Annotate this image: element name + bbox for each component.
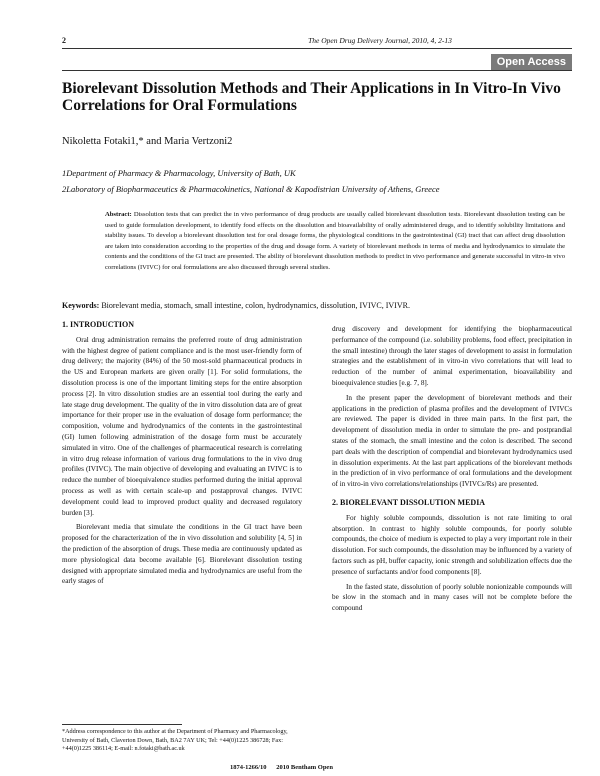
abstract-label: Abstract: — [105, 211, 132, 218]
header-rule — [62, 48, 572, 49]
page-number: 2 — [62, 36, 66, 45]
footnote-rule — [62, 724, 182, 725]
paragraph: In the fasted state, dissolution of poorly soluble nonionizable compounds will be slow in the stomach and in many cases will not be complete before the compound — [332, 582, 572, 613]
paper-title: Biorelevant Dissolution Methods and Their Applications in In Vitro-In Vivo Correlations for Oral Formulations — [62, 80, 561, 114]
section-heading-introduction: 1. INTRODUCTION — [62, 320, 135, 329]
journal-citation: The Open Drug Delivery Journal, 2010, 4, 2-13 — [308, 36, 452, 45]
correspondence-footnote: *Address correspondence to this author at the Department of Pharmacy and Pharmacology, University of Bath, Claverton Down, Bath, BA2 7AY UK; Tel: +44(0)1225 386728; Fax: +44(0)1225 386114; E-mail: n.fotaki@bath.ac.uk — [62, 728, 288, 753]
open-access-badge: Open Access — [491, 54, 572, 70]
title-rule — [62, 70, 572, 71]
affiliation-2: 2Laboratory of Biopharmaceutics & Pharmacokinetics, National & Kapodistrian University of Athens, Greece — [62, 184, 440, 194]
left-column — [62, 320, 302, 587]
footer — [230, 764, 333, 771]
paragraph: In the present paper the development of biorelevant methods and their applications in the prediction of plasma profiles and the development of IVIVCs are reviewed. The paper is divided in three main parts. In the first part, the development of dissolution media in order to simulate the pre- and postprandial states of the stomach, the small intestine and the colon is described. The second part deals with the description of compendial and biorelevant hydrodynamics used in dissolution experiments. At the last part applications of the biorelevant methods in the prediction of in vivo performance of oral formulations and the development of in vitro-in vivo correlations/relationships (IVIVCs/Rs) are presented. — [332, 393, 572, 489]
paragraph: Oral drug administration remains the preferred route of drug administration with the highest degree of patient compliance and is the most user-friendly form of drug delivery; the majority (84%) of the 50 most-sold pharmaceutical products in the US and European markets are given orally [1]. For solid formulations, the dissolution process is one of the important limiting steps for the entire absorption process [2]. In vitro dissolution studies are an essential tool during the early and late stage drug development. The quality of the in vitro dissolution data are of great importance for their proper use in the evaluation of dosage form performance; the composition, volume and hydrodynamics of the contents in the gastrointestinal (GI) lumen following administration of the dosage form must be accurately simulated in vitro. One of the challenges of pharmaceutical research is correlating in vitro drug release information of various drug formulations to the in vivo drug profiles (IVIVC). The main objective of developing and evaluating an IVIVC is to reduce the number of bioequivalence studies performed during the initial approval process as well as with certain scale-up and postapproval changes. IVIVC development could lead to improved product quality and decreased regulatory burden [3]. — [62, 335, 302, 517]
abstract — [105, 210, 565, 274]
publisher: 2010 Bentham Open — [276, 764, 333, 771]
section-heading-media: 2. BIORELEVANT DISSOLUTION MEDIA — [332, 497, 486, 507]
paragraph: For highly soluble compounds, dissolution is not rate limiting to oral absorption. In contrast to highly soluble compounds, for poorly soluble compounds, the choice of medium is expected to play a very important role in their dissolution. For such compounds, the dissolution may be influenced by a variety of factors such as pH, buffer capacity, ionic strength and solubilization effects due the presence of surfactants and/or food components [8]. — [332, 513, 572, 576]
authors: Nikoletta Fotaki1,* and Maria Vertzoni2 — [62, 136, 233, 147]
keywords — [62, 301, 574, 310]
affiliation-1: 1Department of Pharmacy & Pharmacology, University of Bath, UK — [62, 168, 296, 178]
paragraph: Biorelevant media that simulate the conditions in the GI tract have been proposed for the characterization of the in vivo dissolution and solubility [4, 5] in the prediction of the absorption of drugs. These media are continuously updated as more physiological data become available [6]. Biorelevant dissolution testing designed with appropriate simulated media and hydrodynamics are useful from the early stages of — [62, 523, 302, 586]
keywords-label: Keywords: — [62, 301, 100, 310]
paragraph: drug discovery and development for identifying the biopharmaceutical performance of the compound (i.e. solubility problems, food effect, precipitation in the small intestine) through the later stages of development to assist in formulation strategies and the establishment of in vitro-in vivo correlations that will lead to reduction of the number of animal experimentation, bioavailability and bioequivalence studies [e.g. 7, 8]. — [332, 325, 572, 387]
keywords-text: Biorelevant media, stomach, small intestine, colon, hydrodynamics, dissolution, IVIVC, IVIVR. — [101, 301, 410, 310]
right-column — [332, 324, 572, 614]
abstract-text: Dissolution tests that can predict the in vivo performance of drug products are usually called biorelevant dissolution tests. Biorelevant dissolution testing can be used to guide formulation development, to identify food effects on the dissolution and bioavailability of orally administered drugs, and to identify solubility limitations and stability issues. To develop a biorelevant dissolution test for oral dosage forms, the physiological conditions in the gastrointestinal (GI) tract that can affect drug dissolution are taken into consideration according to the properties of the drug and dosage form. A variety of biorelevant methods in terms of media and hydrodynamics to simulate the contents and the conditions of the GI tract are presented. The ability of biorelevant dissolution methods to predict in vivo performance and generate successful in vitro-in vivo correlations (IVIVC) for oral formulations are also discussed through several studies. — [105, 211, 565, 271]
issn: 1874-1266/10 — [230, 764, 267, 771]
